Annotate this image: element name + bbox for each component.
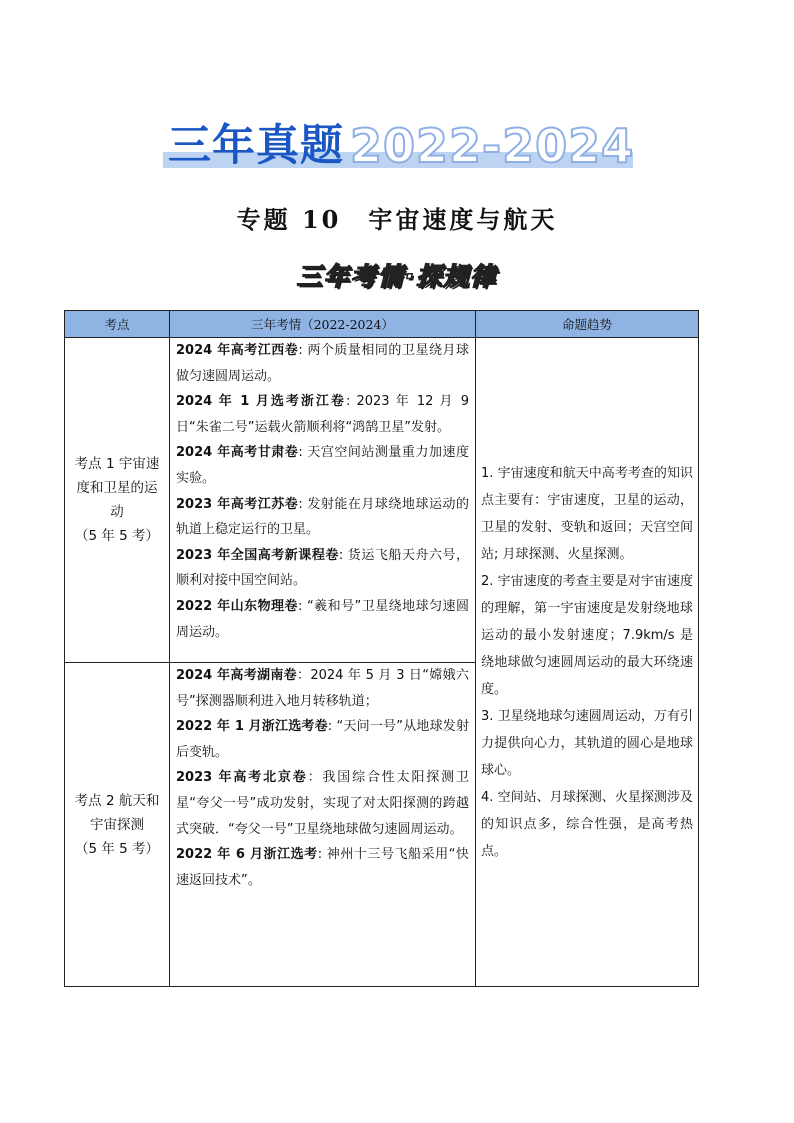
- entry-source: 2023 年高考北京卷: [176, 770, 308, 786]
- entry-text: : 神州十三号飞船采用“快速返回技术”。: [176, 847, 469, 888]
- entry-source: 2024 年 1 月选考浙江卷: [176, 394, 346, 410]
- entry-text: ：我国综合性太阳探测卫星“夸父一号”成功发射，实现了对太阳探测的跨越式突破．“夸父一号”卫星绕地球做匀速圆周运动。: [176, 770, 469, 837]
- entry-source: 2024 年高考甘肃卷: [176, 445, 299, 461]
- banner-years-text: 2022-2024: [350, 119, 635, 173]
- kaodian-cell-2: [65, 663, 170, 987]
- kaodian-line: 动: [110, 504, 124, 520]
- kaoqing-cell-2: [170, 663, 476, 987]
- header-trend: 命题趋势: [476, 311, 699, 338]
- table-row: [65, 338, 699, 663]
- entry-source: 2024 年高考湖南卷: [176, 668, 298, 683]
- entry-text: : 发射能在月球绕地球运动的轨道上稳定运行的卫星。: [176, 496, 469, 538]
- trend-item: 2. 宇宙速度的考查主要是对宇宙速度的理解，第一宇宙速度是发射绕地球运动的最小发射速度；7.9km/s 是绕地球做匀速圆周运动的最大环绕速度。: [481, 573, 693, 697]
- list-item: [176, 663, 469, 714]
- banner-main-text: 三年真题: [168, 121, 344, 171]
- page-title: 专题 10 宇宙速度与航天: [236, 205, 558, 234]
- entry-source: 2022 年 6 月浙江选考: [176, 847, 318, 863]
- list-item: [176, 389, 469, 440]
- section-subtitle: 三年考情·探规律: [296, 262, 498, 291]
- kaoqing-cell-1: [170, 338, 476, 663]
- entry-source: 2024 年高考江西卷: [176, 343, 299, 358]
- kaodian-line: （5 年 5 考）: [74, 840, 160, 857]
- entry-source: 2022 年 1 月浙江选考卷: [176, 719, 328, 735]
- entry-text: : “天问一号”从地球发射后变轨。: [176, 719, 469, 760]
- trend-item: 3. 卫星绕地球匀速圆周运动，万有引力提供向心力，其轨道的圆心是地球球心。: [481, 708, 693, 778]
- trend-cell: [476, 338, 699, 987]
- list-item: [176, 492, 469, 543]
- list-item: [176, 594, 469, 645]
- table-header-row: [65, 311, 699, 338]
- entry-text: ：2024 年 5 月 3 日“嫦娥六号”探测器顺利进入地月转移轨道；: [176, 668, 469, 709]
- entry-text: : 天宫空间站测量重力加速度实验。: [176, 445, 469, 486]
- kaodian-line: 考点 1 宇宙速: [74, 456, 160, 472]
- entry-text: : “羲和号”卫星绕地球匀速圆周运动。: [176, 598, 469, 640]
- kaodian-cell-1: [65, 338, 170, 663]
- kaodian-line: （5 年 5 考）: [74, 528, 160, 544]
- kaodian-line: 考点 2 航天和: [74, 792, 160, 809]
- list-item: [176, 714, 469, 765]
- entry-source: 2023 年高考江苏卷: [176, 496, 299, 512]
- entry-text: : 货运飞船天舟六号，顺利对接中国空间站。: [176, 547, 469, 589]
- trend-item: 1. 宇宙速度和航天中高考考查的知识点主要有：宇宙速度，卫星的运动，卫星的发射、变轨和返回；天宫空间站; 月球探测、火星探测。: [481, 465, 693, 562]
- entry-source: 2023 年全国高考新课程卷: [176, 547, 339, 563]
- exam-analysis-table: [64, 310, 699, 987]
- list-item: [176, 842, 469, 893]
- list-item: [176, 338, 469, 389]
- kaodian-line: 度和卫星的运: [76, 480, 158, 496]
- kaodian-line: 宇宙探测: [90, 816, 144, 833]
- list-item: [176, 543, 469, 594]
- header-kaodian: 考点: [65, 311, 170, 338]
- entry-text: : 两个质量相同的卫星绕月球做匀速圆周运动。: [176, 343, 469, 384]
- entry-text: : 2023 年 12 月 9 日“朱雀二号”运载火箭顺利将“鸿鹄卫星”发射。: [176, 394, 469, 435]
- header-kaoqing: 三年考情（2022-2024）: [170, 311, 476, 338]
- trend-item: 4. 空间站、月球探测、火星探测涉及的知识点多，综合性强，是高考热点。: [481, 789, 693, 859]
- entry-source: 2022 年山东物理卷: [176, 598, 298, 614]
- list-item: [176, 440, 469, 491]
- list-item: [176, 765, 469, 842]
